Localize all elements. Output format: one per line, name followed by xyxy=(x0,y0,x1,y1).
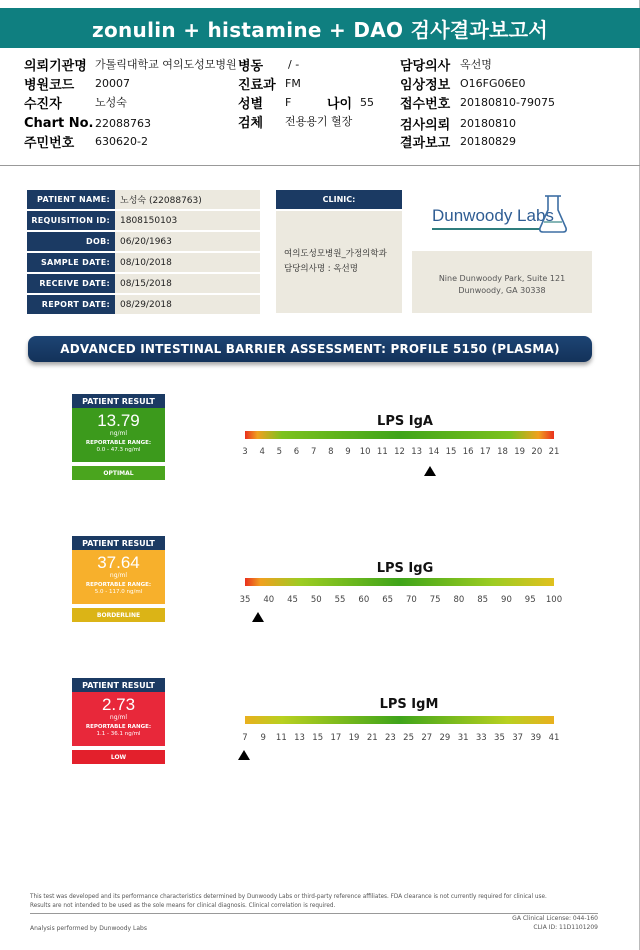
k-row-department xyxy=(238,74,301,92)
scale-ticks xyxy=(238,595,561,607)
tick-label: 11 xyxy=(275,733,287,743)
tick-label: 17 xyxy=(479,447,491,457)
lab-address xyxy=(412,251,592,313)
patient-row xyxy=(27,295,260,314)
k-label: 주민번호 xyxy=(24,135,75,151)
tick-label: 31 xyxy=(457,733,469,743)
tick-label: 7 xyxy=(242,733,248,743)
result-value: 13.79 xyxy=(97,411,140,430)
k-row-institution xyxy=(24,55,237,73)
patient-row xyxy=(27,211,260,230)
clinic-doctor: 담당의사명 : 옥선명 xyxy=(284,264,358,274)
address-line-2: Dunwoody, GA 30338 xyxy=(458,286,546,295)
result-unit: ng/ml xyxy=(109,572,128,579)
footer-disclaimer xyxy=(30,893,610,911)
k-label: 병동 xyxy=(238,58,264,74)
patient-value: 08/15/2018 xyxy=(115,274,260,293)
result-value: 2.73 xyxy=(101,695,136,714)
k-row-accession-no xyxy=(400,93,555,111)
tick-label: 65 xyxy=(382,595,394,605)
k-value: 가톨릭대학교 여의도성모병원 xyxy=(95,58,237,71)
dunwoody-labs-logo xyxy=(430,192,570,240)
tick-label: 25 xyxy=(403,733,414,743)
tick-label: 100 xyxy=(545,595,563,605)
report-title: zonulin + histamine + DAO 검사결과보고서 xyxy=(0,8,640,48)
k-label: 접수번호 xyxy=(400,96,451,112)
tick-label: 14 xyxy=(428,447,440,457)
range-value: 5.0 - 117.0 ng/ml xyxy=(94,589,143,595)
tick-label: 18 xyxy=(497,447,508,457)
tick-label: 39 xyxy=(530,733,542,743)
disclaimer-line-1: This test was developed and its performance characteristics determined by Dunwoody Labs or third-party reference affiliates. FDA clearance is not currently required for clinical use. xyxy=(30,894,547,900)
scale-bar xyxy=(245,431,554,439)
card-header: PATIENT RESULT xyxy=(72,394,165,408)
k-row-doctor xyxy=(400,55,492,73)
tick-label: 20 xyxy=(531,447,543,457)
tick-label: 7 xyxy=(310,447,317,457)
k-row-ward xyxy=(238,55,299,73)
patient-label: SAMPLE DATE: xyxy=(27,253,115,272)
range-label: REPORTABLE RANGE: xyxy=(85,582,152,588)
k-value: FM xyxy=(285,76,301,90)
range-label: REPORTABLE RANGE: xyxy=(85,440,152,446)
result-marker xyxy=(424,466,436,476)
tick-label: 11 xyxy=(376,447,388,457)
status-badge: LOW xyxy=(72,750,165,764)
tick-label: 8 xyxy=(328,447,334,457)
k-row-clinical-info xyxy=(400,74,525,92)
k-value: 노성숙 xyxy=(95,96,127,109)
scale-ticks xyxy=(238,733,561,745)
patient-label: REQUISITION ID: xyxy=(27,211,115,230)
tick-label: 23 xyxy=(384,733,396,743)
disclaimer-line-2: Results are not intended to be used as the sole means for clinical diagnosis. Clinical correlation is required. xyxy=(30,903,336,909)
k-value: 전용용기 혈장 xyxy=(285,115,353,128)
tick-label: 35 xyxy=(494,733,505,743)
tick-label: 75 xyxy=(429,595,441,605)
patient-row xyxy=(27,190,260,209)
k-value: 20180829 xyxy=(460,134,516,148)
patient-label: PATIENT NAME: xyxy=(27,190,115,209)
scale-ticks xyxy=(238,447,561,459)
scale-title: LPS IgM xyxy=(379,697,439,712)
tick-label: 40 xyxy=(263,595,275,605)
card-body xyxy=(72,550,165,604)
k-row-specimen xyxy=(238,112,352,130)
k-label: Chart No. xyxy=(24,115,94,131)
result-card-lps-iga xyxy=(72,394,165,480)
tick-label: 19 xyxy=(348,733,360,743)
tick-label: 21 xyxy=(366,733,378,743)
k-label: 성별 xyxy=(238,96,264,112)
k-label: 수진자 xyxy=(24,96,62,112)
tick-label: 3 xyxy=(242,447,248,457)
range-value: 0.0 - 47.3 ng/ml xyxy=(96,447,141,453)
tick-label: 6 xyxy=(293,447,300,457)
tick-label: 15 xyxy=(445,447,457,457)
tick-label: 33 xyxy=(475,733,487,743)
tick-label: 55 xyxy=(334,595,346,605)
tick-label: 12 xyxy=(394,447,405,457)
patient-info-block xyxy=(27,190,260,316)
scale-bar xyxy=(245,578,554,586)
patient-label: RECEIVE DATE: xyxy=(27,274,115,293)
tick-label: 90 xyxy=(501,595,512,605)
range-value: 1.1 - 36.1 ng/ml xyxy=(96,731,141,737)
scale-title: LPS IgG xyxy=(376,561,434,576)
scale-bar xyxy=(245,716,554,724)
tick-label: 10 xyxy=(359,447,371,457)
range-label: REPORTABLE RANGE: xyxy=(85,724,152,730)
license-info xyxy=(512,914,598,932)
k-value: 20180810-79075 xyxy=(460,95,555,109)
k-label: 나이 xyxy=(327,96,353,112)
k-label: 검체 xyxy=(238,115,264,131)
tick-label: 13 xyxy=(411,447,423,457)
tick-label: 41 xyxy=(548,733,560,743)
clia-id: CLIA ID: 11D1101209 xyxy=(533,924,598,931)
patient-row xyxy=(27,253,260,272)
patient-row xyxy=(27,274,260,293)
analysis-performed-by: Analysis performed by Dunwoody Labs xyxy=(30,925,147,932)
patient-row xyxy=(27,232,260,251)
k-row-sex xyxy=(238,93,374,111)
k-label: 검사의뢰 xyxy=(400,117,451,133)
tick-label: 60 xyxy=(358,595,370,605)
card-header: PATIENT RESULT xyxy=(72,678,165,692)
k-value: 20180810 xyxy=(460,116,516,130)
tick-label: 29 xyxy=(439,733,451,743)
tick-label: 45 xyxy=(287,595,298,605)
k-row-hospital-code xyxy=(24,74,130,92)
tick-label: 95 xyxy=(524,595,536,605)
result-card-lps-igm xyxy=(72,678,165,764)
k-label: 담당의사 xyxy=(400,58,451,74)
clinic-info xyxy=(276,211,402,313)
tick-label: 15 xyxy=(312,733,324,743)
result-card-lps-igg xyxy=(72,536,165,622)
k-label: 임상정보 xyxy=(400,77,451,93)
tick-label: 21 xyxy=(548,447,560,457)
tick-label: 13 xyxy=(294,733,305,743)
card-body xyxy=(72,408,165,462)
k-value: 20007 xyxy=(95,76,130,90)
clinic-header: CLINIC: xyxy=(276,190,402,209)
patient-value: 노성숙 (22088763) xyxy=(115,190,260,209)
result-marker xyxy=(252,612,264,622)
clinic-name: 여의도성모병원_가정의학과 xyxy=(284,249,387,259)
k-value: 22088763 xyxy=(95,116,151,130)
k-value: 55 xyxy=(360,95,374,109)
tick-label: 35 xyxy=(239,595,251,605)
patient-value: 08/10/2018 xyxy=(115,253,260,272)
ga-license: GA Clinical License: 044-160 xyxy=(512,915,598,922)
flask-icon xyxy=(538,194,568,234)
k-value: O16FG06E0 xyxy=(460,76,526,90)
address-line-1: Nine Dunwoody Park, Suite 121 xyxy=(438,274,566,283)
k-value: / - xyxy=(288,57,300,71)
k-value: 옥선명 xyxy=(460,58,492,71)
tick-label: 17 xyxy=(330,733,342,743)
k-label: 병원코드 xyxy=(24,77,75,93)
tick-label: 80 xyxy=(453,595,465,605)
result-marker xyxy=(238,750,250,760)
logo-text: Dunwoody Labs xyxy=(432,206,554,225)
patient-label: REPORT DATE: xyxy=(27,295,115,314)
assessment-title: ADVANCED INTESTINAL BARRIER ASSESSMENT: PROFILE 5150 (PLASMA) xyxy=(28,336,592,362)
patient-value: 1808150103 xyxy=(115,211,260,230)
header-divider xyxy=(0,165,640,166)
k-label: 진료과 xyxy=(238,77,276,93)
tick-label: 4 xyxy=(259,447,265,457)
card-header: PATIENT RESULT xyxy=(72,536,165,550)
korean-header-info xyxy=(0,55,640,165)
scale-title: LPS IgA xyxy=(377,414,433,429)
result-value: 37.64 xyxy=(97,553,140,572)
tick-label: 70 xyxy=(405,595,417,605)
k-value: F xyxy=(285,95,292,109)
patient-label: DOB: xyxy=(27,232,115,251)
status-badge: BORDERLINE xyxy=(72,608,165,622)
tick-label: 9 xyxy=(345,447,351,457)
tick-label: 37 xyxy=(512,733,524,743)
tick-label: 50 xyxy=(310,595,322,605)
tick-label: 19 xyxy=(514,447,526,457)
card-body xyxy=(72,692,165,746)
k-label: 결과보고 xyxy=(400,135,451,151)
k-value: 630620-2 xyxy=(95,134,148,148)
tick-label: 5 xyxy=(276,447,283,457)
result-unit: ng/ml xyxy=(109,714,128,721)
tick-label: 16 xyxy=(462,447,474,457)
tick-label: 85 xyxy=(477,595,489,605)
tick-label: 27 xyxy=(421,733,433,743)
k-row-chart-no xyxy=(24,114,151,132)
status-badge: OPTIMAL xyxy=(72,466,165,480)
k-row-request-date xyxy=(400,114,516,132)
k-label: 의뢰기관명 xyxy=(24,58,87,74)
patient-value: 06/20/1963 xyxy=(115,232,260,251)
k-row-report-date xyxy=(400,132,516,150)
tick-label: 9 xyxy=(260,733,266,743)
result-unit: ng/ml xyxy=(109,430,128,437)
logo-underline xyxy=(432,228,540,230)
k-row-patient xyxy=(24,93,127,111)
k-row-resident-no xyxy=(24,132,148,150)
patient-value: 08/29/2018 xyxy=(115,295,260,314)
